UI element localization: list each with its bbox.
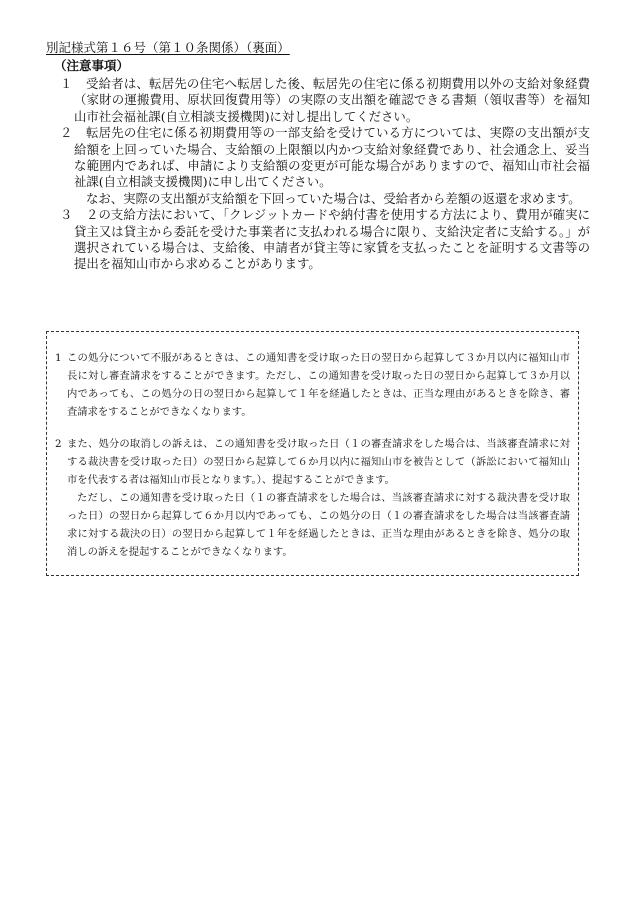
appeal-number: 1 bbox=[55, 352, 62, 364]
appeal-notice-box bbox=[46, 331, 579, 576]
note-item-1 bbox=[60, 76, 590, 125]
note-text: 転居先の住宅に係る初期費用等の一部支給を受けている方については、実際の支出額が支給額を上回っていた場合、支給額の上限額以内かつ支給対象経費であり、社会通念上、妥当な範囲内であれば、申請により支給額の変更が可能な場合がありますので、福知山市社会福祉課(自立相談支援機関)に申し出てください。 bbox=[74, 125, 590, 190]
note-number: ３ bbox=[60, 207, 73, 223]
note-item-2 bbox=[60, 125, 590, 207]
note-item-3 bbox=[60, 207, 590, 273]
note-text: なお、実際の支出額が支給額を下回っていた場合は、受給者から差額の返還を求めます。 bbox=[86, 190, 581, 206]
appeal-item-1 bbox=[55, 349, 570, 421]
notes-list bbox=[60, 76, 590, 273]
note-number: ２ bbox=[60, 125, 73, 141]
note-text: 受給者は、転居先の住宅へ転居した後、転居先の住宅に係る初期費用以外の支給対象経費（家財の運搬費用、原状回復費用等）の実際の支出額を確認できる書類（領収書等）を福知山市社会福祉課(自立相談支援機関)に対し提出してください。 bbox=[74, 76, 590, 124]
appeal-text: この処分について不服があるときは、この通知書を受け取った日の翌日から起算して３か月以内に福知山市長に対し審査請求をすることができます。ただし、この通知書を受け取った日の翌日から起算して３か月以内であっても、この処分の日の翌日から起算して１年を経過したときは、正当な理由があるときを除き、審査請求をすることができなくなります。 bbox=[67, 352, 570, 418]
appeal-item-2 bbox=[55, 435, 570, 561]
notes-heading: （注意事項） bbox=[54, 58, 130, 73]
appeal-number: 2 bbox=[55, 438, 62, 450]
note-text: ２の支給方法において、「クレジットカードや納付書を使用する方法により、費用が確実に貸主又は貸主から委託を受けた事業者に支払われる場合に限り、支給決定者に支給する。」が選択されている場合は、支給後、申請者が貸主等に家賃を支払ったことを証明する文書等の提出を福知山市から求めることがあります。 bbox=[74, 207, 590, 272]
appeal-text: また、処分の取消しの訴えは、この通知書を受け取った日（１の審査請求をした場合は、当該審査請求に対する裁決書を受け取った日）の翌日から起算して６か月以内に福知山市を被告として（訴訟において福知山市を代表する者は福知山市長となります。）、提起することができます。 bbox=[67, 438, 570, 486]
note-number: １ bbox=[60, 76, 73, 91]
appeal-text: ただし、この通知書を受け取った日（１の審査請求をした場合は、当該審査請求に対する裁決書を受け取った日）の翌日から起算して６か月以内であっても、この処分の日（１の審査請求をした場合は当該審査請求に対する裁決の日）の翌日から起算して１年を経過したときは、正当な理由があるときを除き、処分の取消しの訴えを提起することができなくなります。 bbox=[67, 492, 570, 558]
form-title: 別記様式第１６号（第１０条関係）（裏面） bbox=[46, 40, 290, 55]
